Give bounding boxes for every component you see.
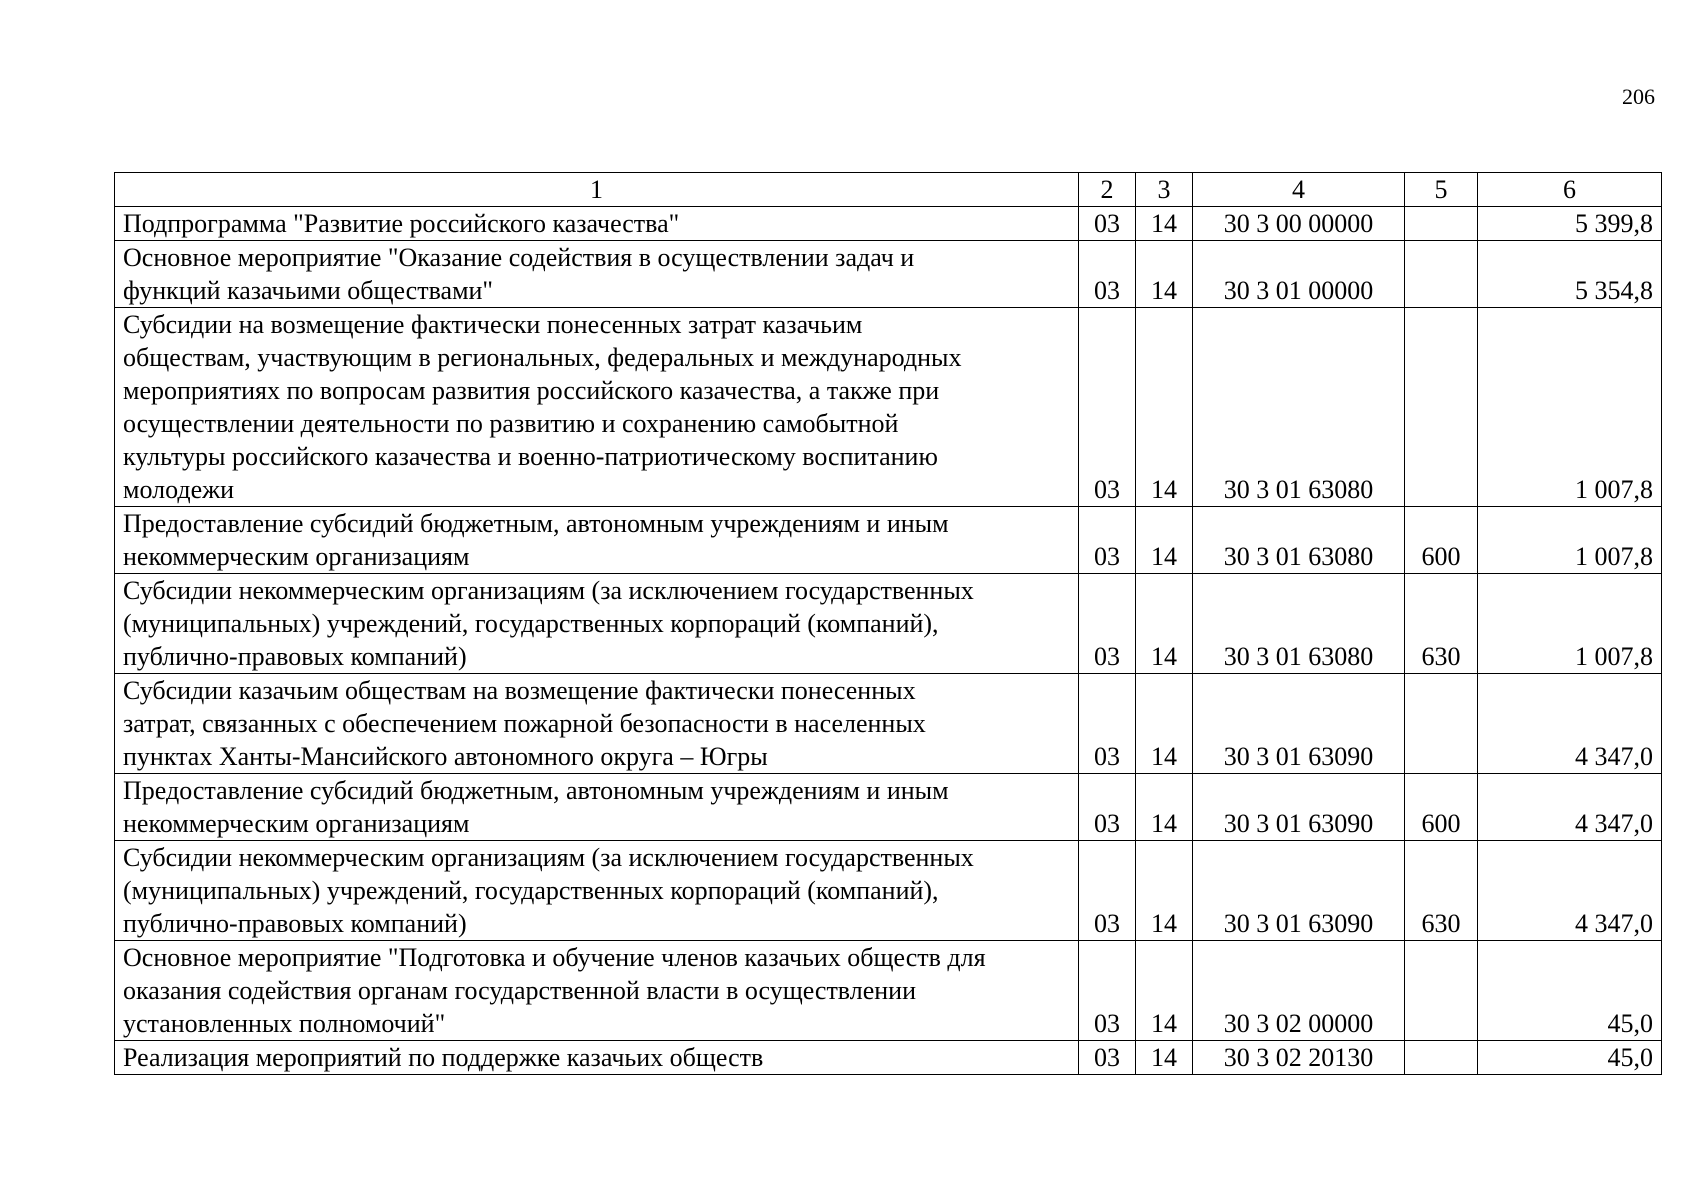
target-article-code: 30 3 02 00000 — [1193, 941, 1405, 1041]
target-article-code: 30 3 01 63080 — [1193, 308, 1405, 507]
expense-type-code — [1405, 674, 1478, 774]
section-code: 03 — [1079, 774, 1136, 841]
table-row — [115, 241, 1662, 308]
subsection-code: 14 — [1136, 674, 1193, 774]
row-name: Субсидии некоммерческим организациям (за исключением государственных (муниципальных) учреждений, государственных корпораций (компаний), публично-правовых компаний) — [115, 574, 1079, 674]
expense-type-code — [1405, 308, 1478, 507]
target-article-code: 30 3 01 63080 — [1193, 507, 1405, 574]
subsection-code: 14 — [1136, 941, 1193, 1041]
row-name: Субсидии казачьим обществам на возмещение фактически понесенных затрат, связанных с обеспечением пожарной безопасности в населенных пунктах Ханты-Мансийского автономного округа – Югры — [115, 674, 1079, 774]
column-header: 2 — [1079, 173, 1136, 207]
column-header: 6 — [1478, 173, 1662, 207]
row-name: Предоставление субсидий бюджетным, автономным учреждениям и иным некоммерческим организациям — [115, 774, 1079, 841]
table-row — [115, 774, 1662, 841]
column-header: 4 — [1193, 173, 1405, 207]
row-name: Реализация мероприятий по поддержке казачьих обществ — [115, 1041, 1079, 1075]
table-row — [115, 1041, 1662, 1075]
expense-type-code — [1405, 1041, 1478, 1075]
row-name: Основное мероприятие "Оказание содействия в осуществлении задач и функций казачьими обществами" — [115, 241, 1079, 308]
section-code: 03 — [1079, 308, 1136, 507]
table-header-row — [115, 173, 1662, 207]
section-code: 03 — [1079, 841, 1136, 941]
expense-type-code: 600 — [1405, 774, 1478, 841]
amount: 1 007,8 — [1478, 308, 1662, 507]
amount: 45,0 — [1478, 941, 1662, 1041]
subsection-code: 14 — [1136, 308, 1193, 507]
row-name: Предоставление субсидий бюджетным, автономным учреждениям и иным некоммерческим организациям — [115, 507, 1079, 574]
target-article-code: 30 3 01 63090 — [1193, 841, 1405, 941]
subsection-code: 14 — [1136, 207, 1193, 241]
expense-type-code — [1405, 207, 1478, 241]
table-row — [115, 941, 1662, 1041]
amount: 4 347,0 — [1478, 841, 1662, 941]
target-article-code: 30 3 01 63080 — [1193, 574, 1405, 674]
amount: 1 007,8 — [1478, 507, 1662, 574]
table-row — [115, 308, 1662, 507]
section-code: 03 — [1079, 1041, 1136, 1075]
row-name: Субсидии на возмещение фактически понесенных затрат казачьим обществам, участвующим в региональных, федеральных и международных мероприятиях по вопросам развития российского казачества, а также при осуществлении деятельности по развитию и сохранению самобытной культуры российского казачества и военно-патриотическому воспитанию молодежи — [115, 308, 1079, 507]
amount: 4 347,0 — [1478, 774, 1662, 841]
target-article-code: 30 3 01 63090 — [1193, 674, 1405, 774]
target-article-code: 30 3 02 20130 — [1193, 1041, 1405, 1075]
subsection-code: 14 — [1136, 574, 1193, 674]
amount: 5 399,8 — [1478, 207, 1662, 241]
expense-type-code: 630 — [1405, 841, 1478, 941]
row-name: Основное мероприятие "Подготовка и обучение членов казачьих обществ для оказания содействия органам государственной власти в осуществлении установленных полномочий" — [115, 941, 1079, 1041]
target-article-code: 30 3 01 63090 — [1193, 774, 1405, 841]
section-code: 03 — [1079, 207, 1136, 241]
target-article-code: 30 3 00 00000 — [1193, 207, 1405, 241]
section-code: 03 — [1079, 941, 1136, 1041]
subsection-code: 14 — [1136, 1041, 1193, 1075]
column-header: 1 — [115, 173, 1079, 207]
amount: 1 007,8 — [1478, 574, 1662, 674]
subsection-code: 14 — [1136, 241, 1193, 308]
section-code: 03 — [1079, 574, 1136, 674]
amount: 5 354,8 — [1478, 241, 1662, 308]
budget-table — [114, 172, 1662, 1075]
table-row — [115, 507, 1662, 574]
table-row — [115, 207, 1662, 241]
section-code: 03 — [1079, 674, 1136, 774]
page-number: 206 — [1622, 84, 1655, 109]
target-article-code: 30 3 01 00000 — [1193, 241, 1405, 308]
amount: 45,0 — [1478, 1041, 1662, 1075]
section-code: 03 — [1079, 507, 1136, 574]
expense-type-code — [1405, 241, 1478, 308]
subsection-code: 14 — [1136, 774, 1193, 841]
column-header: 5 — [1405, 173, 1478, 207]
expense-type-code — [1405, 941, 1478, 1041]
section-code: 03 — [1079, 241, 1136, 308]
column-header: 3 — [1136, 173, 1193, 207]
table-row — [115, 841, 1662, 941]
table-row — [115, 674, 1662, 774]
expense-type-code: 600 — [1405, 507, 1478, 574]
subsection-code: 14 — [1136, 841, 1193, 941]
row-name: Субсидии некоммерческим организациям (за исключением государственных (муниципальных) учреждений, государственных корпораций (компаний), публично-правовых компаний) — [115, 841, 1079, 941]
row-name: Подпрограмма "Развитие российского казачества" — [115, 207, 1079, 241]
amount: 4 347,0 — [1478, 674, 1662, 774]
subsection-code: 14 — [1136, 507, 1193, 574]
table-row — [115, 574, 1662, 674]
expense-type-code: 630 — [1405, 574, 1478, 674]
